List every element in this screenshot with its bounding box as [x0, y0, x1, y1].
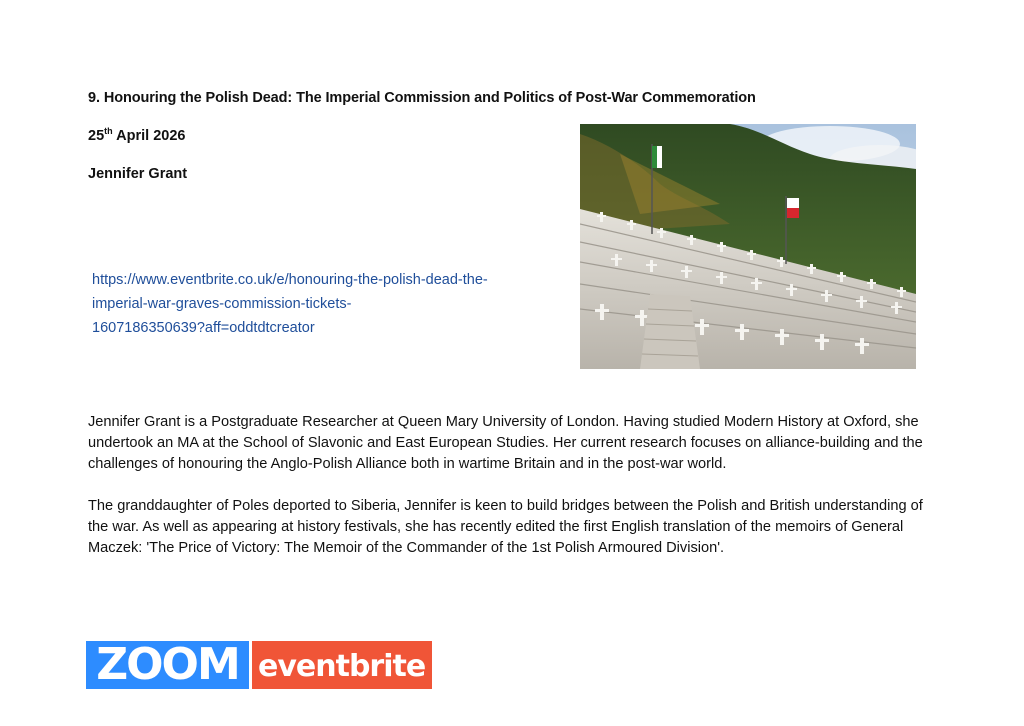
date-day: 25 [88, 128, 105, 144]
eventbrite-link[interactable] [92, 268, 562, 340]
date-suffix: th [104, 126, 113, 137]
eventbrite-logo: eventbrite [252, 641, 432, 689]
link-line-2: imperial-war-graves-commission-tickets- [92, 296, 352, 312]
war-cemetery-photo [580, 124, 916, 369]
event-title: 9. Honouring the Polish Dead: The Imperial Commission and Politics of Post-War Commemoration [88, 90, 756, 106]
bio-paragraph-2: The granddaughter of Poles deported to Siberia, Jennifer is keen to build bridges between the Polish and British understanding of the war. As well as appearing at history festivals, she has recently edited the first English translation of the memoirs of General Maczek: 'The Price of Victory: The Memoir of the Commander of the 1st Polish Armoured Division'. [88, 498, 923, 556]
event-date [88, 128, 185, 144]
link-line-3: 1607186350639?aff=oddtdtcreator [92, 320, 315, 336]
date-month-year: April 2026 [112, 128, 186, 144]
sponsor-logos [86, 641, 432, 689]
link-line-1: https://www.eventbrite.co.uk/e/honouring-the-polish-dead-the- [92, 272, 488, 288]
speaker-bio [88, 412, 938, 580]
zoom-logo: ZOOM [86, 641, 249, 689]
speaker-name: Jennifer Grant [88, 166, 188, 182]
bio-paragraph-1: Jennifer Grant is a Postgraduate Researcher at Queen Mary University of London. Having studied Modern History at Oxford, she undertook an MA at the School of Slavonic and East European Studies. Her current research focuses on alliance-building and the challenges of honouring the Anglo-Polish Alliance both in wartime Britain and in the post-war world. [88, 414, 923, 472]
